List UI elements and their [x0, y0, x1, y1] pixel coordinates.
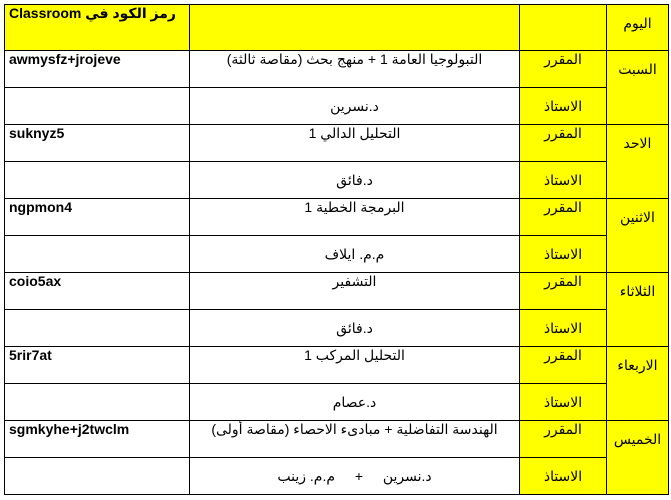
day-cell: الثلاثاء	[607, 273, 669, 347]
teacher-names	[190, 458, 520, 495]
table-row	[5, 458, 669, 495]
header-row	[5, 5, 669, 51]
header-empty-course	[190, 5, 520, 51]
empty-cell	[5, 162, 190, 199]
teacher-label: الاستاذ	[520, 458, 607, 495]
empty-cell	[5, 310, 190, 347]
teacher-name: د.نسرين	[382, 467, 432, 484]
table-row	[5, 199, 669, 236]
empty-cell	[5, 384, 190, 421]
course-name: الهندسة التفاضلية + مبادىء الاحصاء (مقاصة أولى)	[190, 421, 520, 458]
table-row	[5, 384, 669, 421]
header-code: رمز الكود في Classroom	[5, 5, 190, 51]
classroom-code[interactable]: 5rir7at	[5, 347, 190, 384]
table-row	[5, 347, 669, 384]
classroom-code[interactable]: suknyz5	[5, 125, 190, 162]
course-name: التشفير	[190, 273, 520, 310]
course-name: التحليل الدالي 1	[190, 125, 520, 162]
teacher-name-2: م.م. زينب	[277, 467, 336, 484]
course-label: المقرر	[520, 421, 607, 458]
empty-cell	[5, 458, 190, 495]
teacher-label: الاستاذ	[520, 384, 607, 421]
table-row	[5, 51, 669, 88]
course-label: المقرر	[520, 51, 607, 88]
day-cell: الاحد	[607, 125, 669, 199]
table-row	[5, 273, 669, 310]
teacher-pair	[277, 468, 431, 485]
table-row	[5, 310, 669, 347]
table-row	[5, 236, 669, 273]
empty-cell	[5, 236, 190, 273]
teacher-label: الاستاذ	[520, 162, 607, 199]
header-day: اليوم	[607, 5, 669, 51]
table-row	[5, 162, 669, 199]
day-cell: الخميس	[607, 421, 669, 495]
course-name: التحليل المركب 1	[190, 347, 520, 384]
course-name: التبولوجيا العامة 1 + منهج بحث (مقاصة ثالثة)	[190, 51, 520, 88]
teacher-label: الاستاذ	[520, 88, 607, 125]
teacher-name: د.نسرين	[190, 88, 520, 125]
day-cell: الاربعاء	[607, 347, 669, 421]
schedule-table	[4, 4, 669, 495]
teacher-label: الاستاذ	[520, 236, 607, 273]
empty-cell	[5, 88, 190, 125]
day-cell: السبت	[607, 51, 669, 125]
teacher-name: د.عصام	[190, 384, 520, 421]
table-row	[5, 125, 669, 162]
course-label: المقرر	[520, 199, 607, 236]
day-cell: الاثنين	[607, 199, 669, 273]
course-name: البرمجة الخطية 1	[190, 199, 520, 236]
teacher-name: د.فائق	[190, 162, 520, 199]
classroom-code[interactable]: sgmkyhe+j2twclm	[5, 421, 190, 458]
course-label: المقرر	[520, 347, 607, 384]
table-row	[5, 88, 669, 125]
teacher-name: د.فائق	[190, 310, 520, 347]
classroom-code[interactable]: coio5ax	[5, 273, 190, 310]
teacher-joiner: +	[354, 467, 364, 484]
course-label: المقرر	[520, 273, 607, 310]
header-empty-label	[520, 5, 607, 51]
table-row	[5, 421, 669, 458]
schedule-sheet	[4, 4, 668, 497]
teacher-label: الاستاذ	[520, 310, 607, 347]
course-label: المقرر	[520, 125, 607, 162]
classroom-code[interactable]: ngpmon4	[5, 199, 190, 236]
classroom-code[interactable]: awmysfz+jrojeve	[5, 51, 190, 88]
teacher-name: م.م. ايلاف	[190, 236, 520, 273]
